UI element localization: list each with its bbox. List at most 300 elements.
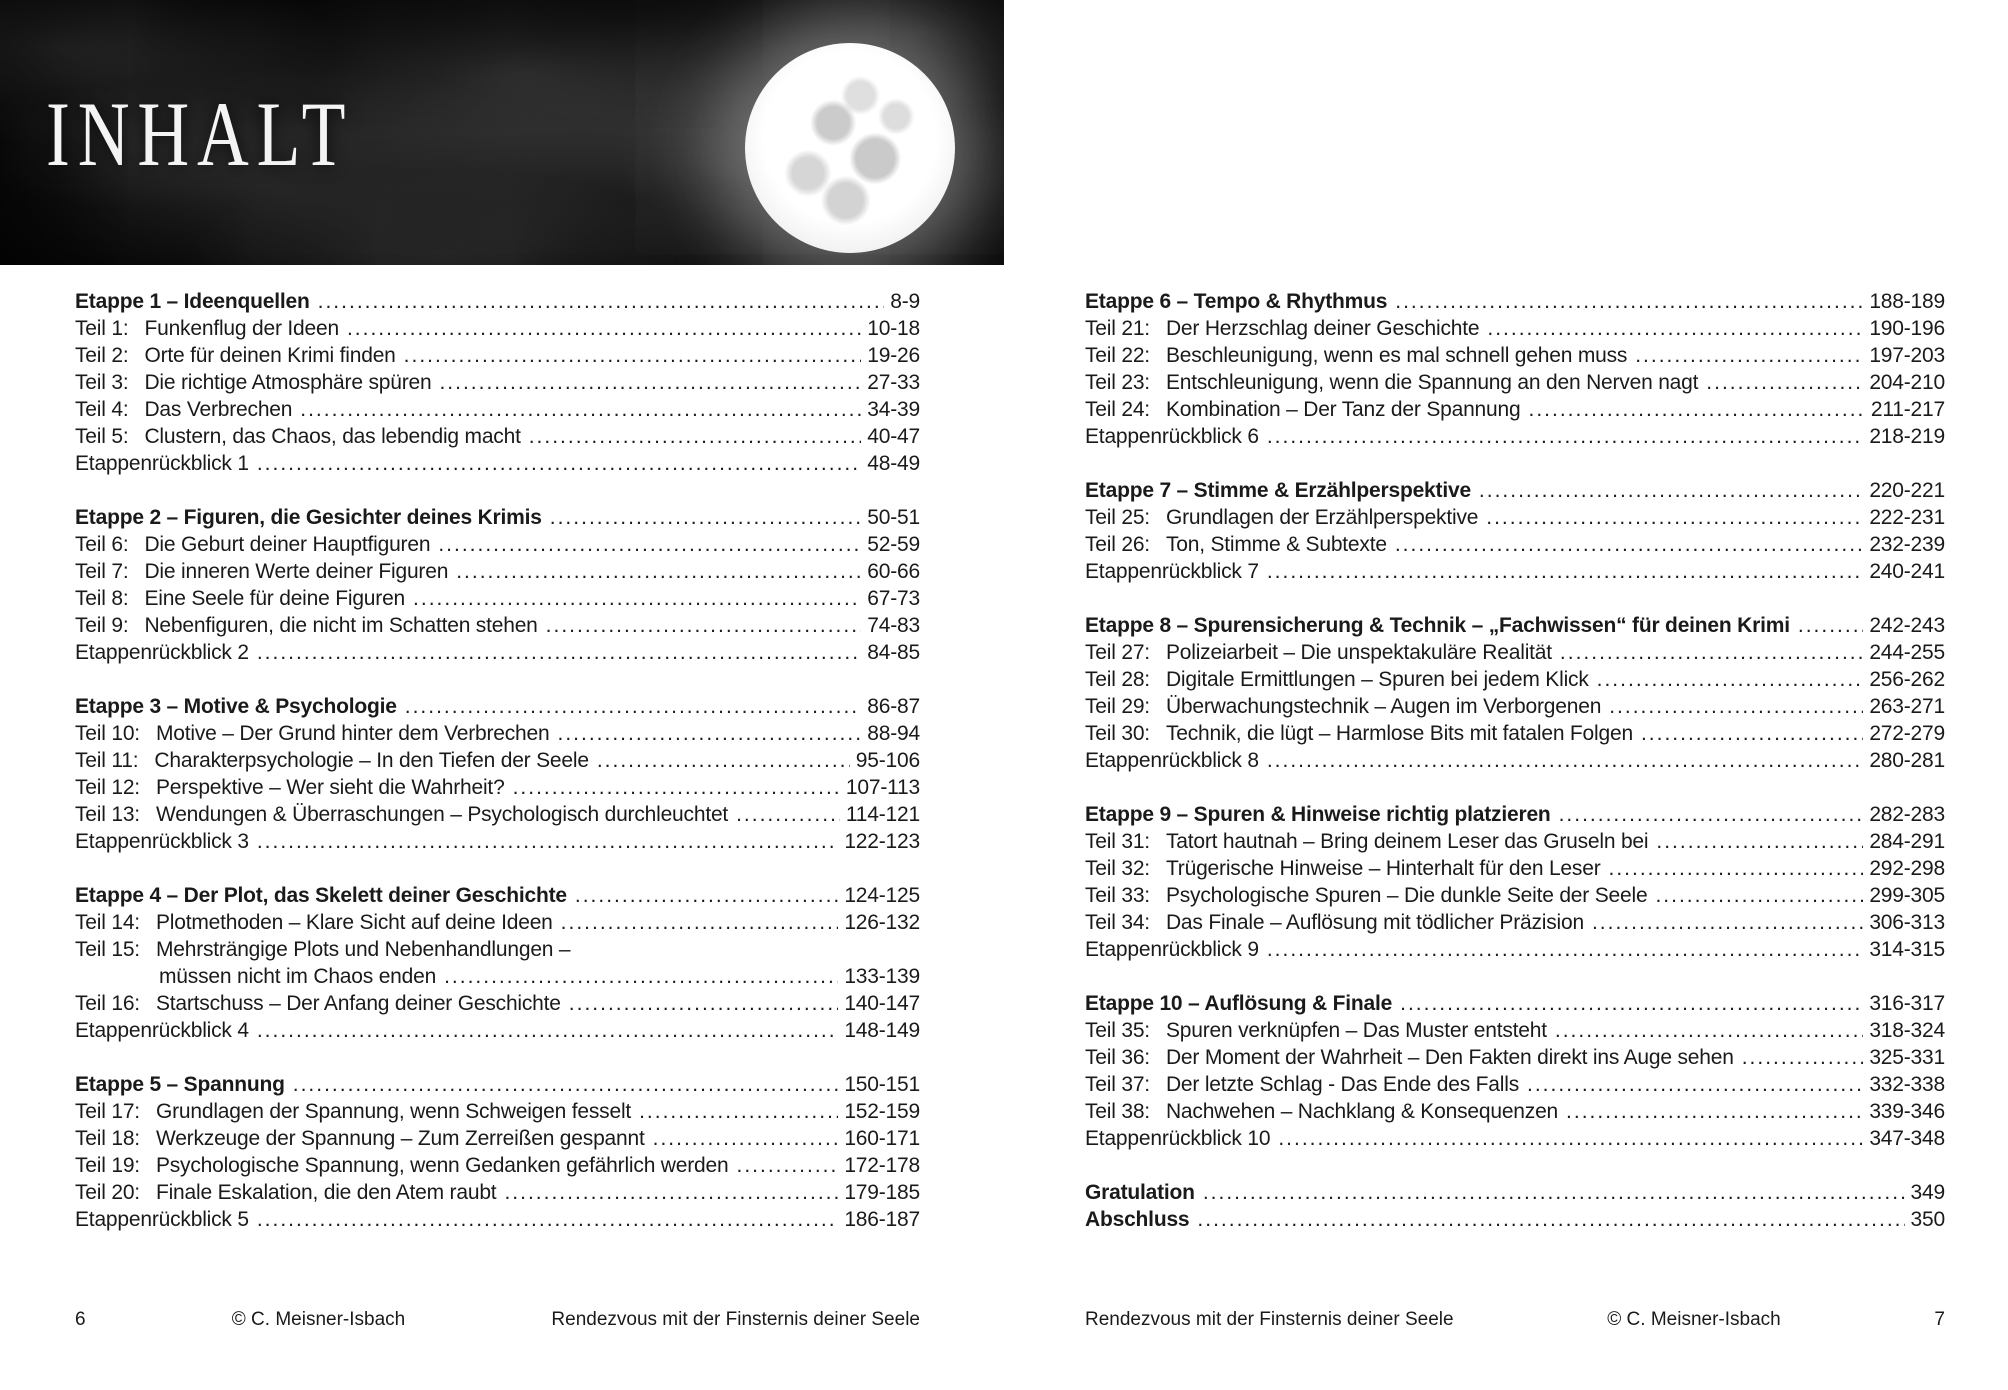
toc-leader-dots: [558, 720, 862, 747]
toc-entry: [1085, 639, 1945, 666]
toc-entry-pages: 152-159: [844, 1100, 920, 1123]
toc-entry: [1085, 747, 1945, 774]
toc-entry-pages: 222-231: [1869, 506, 1945, 529]
toc-entry: [75, 504, 920, 531]
toc-leader-dots: [1555, 1017, 1863, 1044]
toc-entry-pages: 240-241: [1869, 560, 1945, 583]
toc-entry-title: Charakterpsychologie – In den Tiefen der Seele: [154, 749, 589, 772]
toc-section: [1085, 990, 1945, 1152]
toc-entry: [75, 1017, 920, 1044]
toc-entry-label: Teil 23:: [1085, 371, 1150, 394]
toc-section: [75, 1071, 920, 1233]
toc-entry-label: Teil 8:: [75, 587, 129, 610]
toc-entry-title: Etappenrückblick 6: [1085, 425, 1259, 448]
toc-entry-pages: 318-324: [1869, 1019, 1945, 1042]
toc-entry-label: Teil 4:: [75, 398, 129, 421]
toc-entry-pages: 67-73: [867, 587, 920, 610]
toc-entry: [1085, 882, 1945, 909]
toc-entry: [1085, 1206, 1945, 1233]
toc-leader-dots: [1592, 909, 1863, 936]
toc-entry-title: Eine Seele für deine Figuren: [144, 587, 406, 610]
toc-entry-title: Nebenfiguren, die nicht im Schatten stehen: [144, 614, 538, 637]
toc-entry: [75, 315, 920, 342]
toc-entry: [75, 558, 920, 585]
toc-entry-pages: 48-49: [867, 452, 920, 475]
toc-entry-title-continued: müssen nicht im Chaos enden: [159, 965, 437, 988]
toc-leader-dots: [1609, 855, 1864, 882]
toc-entry-pages: 204-210: [1869, 371, 1945, 394]
toc-entry-pages: 107-113: [845, 776, 920, 799]
toc-entry: [1085, 558, 1945, 585]
toc-left-column: [75, 288, 920, 1260]
toc-entry-title: Etappe 7 – Stimme & Erzählperspektive: [1085, 479, 1471, 502]
toc-entry-title: Motive – Der Grund hinter dem Verbrechen: [155, 722, 550, 745]
toc-leader-dots: [1400, 990, 1863, 1017]
toc-section: [75, 288, 920, 477]
toc-leader-dots: [439, 369, 861, 396]
toc-entry-pages: 27-33: [867, 371, 920, 394]
toc-entry-pages: 74-83: [867, 614, 920, 637]
toc-entry: [75, 936, 920, 963]
toc-leader-dots: [513, 774, 840, 801]
toc-entry-pages: 10-18: [867, 317, 920, 340]
toc-leader-dots: [404, 342, 862, 369]
toc-section: [1085, 1179, 1945, 1233]
toc-entry: [75, 450, 920, 477]
toc-entry-title: Etappenrückblick 10: [1085, 1127, 1271, 1150]
toc-leader-dots: [1487, 315, 1863, 342]
toc-entry: [1085, 720, 1945, 747]
toc-entry-title: Der Moment der Wahrheit – Den Fakten direkt ins Auge sehen: [1165, 1046, 1734, 1069]
toc-entry-title: Funkenflug der Ideen: [144, 317, 339, 340]
toc-entry-title: Etappe 2 – Figuren, die Gesichter deines Krimis: [75, 506, 542, 529]
toc-entry-pages: 292-298: [1869, 857, 1945, 880]
toc-entry-pages: 306-313: [1869, 911, 1945, 934]
toc-entry-label: Teil 22:: [1085, 344, 1150, 367]
toc-entry-pages: 349: [1910, 1181, 1945, 1204]
toc-entry: [1085, 477, 1945, 504]
toc-entry: [1085, 504, 1945, 531]
toc-entry-title: Trügerische Hinweise – Hinterhalt für den Leser: [1165, 857, 1601, 880]
copyright-left: © C. Meisner-Isbach: [231, 1309, 406, 1330]
toc-leader-dots: [1267, 558, 1863, 585]
toc-entry-label: Teil 35:: [1085, 1019, 1150, 1042]
toc-entry-pages: 150-151: [844, 1073, 920, 1096]
toc-leader-dots: [1742, 1044, 1864, 1071]
toc-entry-title: Wendungen & Überraschungen – Psychologisch durchleuchtet: [155, 803, 729, 826]
toc-entry-pages: 114-121: [845, 803, 920, 826]
toc-entry-title: Digitale Ermittlungen – Spuren bei jedem Klick: [1165, 668, 1589, 691]
toc-leader-dots: [653, 1125, 839, 1152]
toc-entry-title: Mehrsträngige Plots und Nebenhandlungen –: [155, 938, 571, 961]
toc-entry: [75, 720, 920, 747]
toc-entry: [75, 693, 920, 720]
toc-entry-label: Teil 33:: [1085, 884, 1150, 907]
toc-entry-label: Teil 10:: [75, 722, 140, 745]
toc-leader-dots: [438, 531, 861, 558]
toc-leader-dots: [1597, 666, 1864, 693]
toc-entry: [1085, 1125, 1945, 1152]
toc-entry: [1085, 1017, 1945, 1044]
toc-entry-title: Perspektive – Wer sieht die Wahrheit?: [155, 776, 505, 799]
toc-leader-dots: [1267, 423, 1863, 450]
toc-entry: [1085, 936, 1945, 963]
toc-entry-pages: 218-219: [1869, 425, 1945, 448]
toc-entry: [75, 747, 920, 774]
toc-entry-title: Kombination – Der Tanz der Spannung: [1165, 398, 1521, 421]
toc-leader-dots: [1278, 1125, 1863, 1152]
footer-right: [1085, 1308, 1945, 1332]
toc-entry: [75, 909, 920, 936]
toc-entry-pages: 232-239: [1869, 533, 1945, 556]
toc-leader-dots: [1559, 801, 1864, 828]
toc-entry-title: Clustern, das Chaos, das lebendig macht: [144, 425, 521, 448]
toc-leader-dots: [1267, 747, 1863, 774]
toc-entry-title: Etappenrückblick 8: [1085, 749, 1259, 772]
toc-leader-dots: [736, 1152, 838, 1179]
toc-leader-dots: [318, 288, 885, 315]
toc-leader-dots: [597, 747, 850, 774]
toc-leader-dots: [1197, 1206, 1904, 1233]
toc-entry-pages: 19-26: [867, 344, 920, 367]
toc-entry-label: Teil 26:: [1085, 533, 1150, 556]
toc-entry-title: Ton, Stimme & Subtexte: [1165, 533, 1387, 556]
toc-entry-title: Gratulation: [1085, 1181, 1195, 1204]
toc-entry-title: Etappe 4 – Der Plot, das Skelett deiner Geschichte: [75, 884, 567, 907]
page-number-right: 7: [1934, 1309, 1945, 1330]
toc-entry-pages: 244-255: [1869, 641, 1945, 664]
toc-leader-dots: [529, 423, 862, 450]
toc-entry-pages: 148-149: [844, 1019, 920, 1042]
toc-entry-pages: 272-279: [1869, 722, 1945, 745]
toc-entry-pages: 88-94: [867, 722, 920, 745]
toc-entry: [75, 342, 920, 369]
toc-entry-pages: 220-221: [1869, 479, 1945, 502]
toc-entry-pages: 325-331: [1869, 1046, 1945, 1069]
toc-entry-title: Technik, die lügt – Harmlose Bits mit fatalen Folgen: [1165, 722, 1633, 745]
toc-leader-dots: [1528, 396, 1864, 423]
toc-leader-dots: [1641, 720, 1863, 747]
toc-entry: [1085, 1179, 1945, 1206]
toc-entry-pages: 172-178: [844, 1154, 920, 1177]
toc-entry-label: Teil 1:: [75, 317, 129, 340]
toc-leader-dots: [257, 450, 861, 477]
toc-entry: [75, 612, 920, 639]
toc-entry-title: Tatort hautnah – Bring deinem Leser das Gruseln bei: [1165, 830, 1649, 853]
toc-leader-dots: [1706, 369, 1863, 396]
toc-entry-pages: 190-196: [1869, 317, 1945, 340]
toc-leader-dots: [575, 882, 838, 909]
toc-entry: [75, 990, 920, 1017]
toc-leader-dots: [1395, 288, 1863, 315]
toc-entry-label: Teil 31:: [1085, 830, 1150, 853]
toc-entry-pages: 347-348: [1869, 1127, 1945, 1150]
toc-entry-pages: 316-317: [1869, 992, 1945, 1015]
toc-entry: [1085, 531, 1945, 558]
toc-entry-label: Teil 29:: [1085, 695, 1150, 718]
toc-entry-title: Der letzte Schlag - Das Ende des Falls: [1165, 1073, 1520, 1096]
toc-entry-label: Teil 5:: [75, 425, 129, 448]
toc-entry: [1085, 1071, 1945, 1098]
header-image: [0, 0, 1004, 265]
toc-entry-label: Teil 15:: [75, 938, 140, 961]
toc-entry-title: Etappenrückblick 3: [75, 830, 249, 853]
toc-leader-dots: [1203, 1179, 1905, 1206]
toc-section: [75, 882, 920, 1044]
toc-entry-title: Etappenrückblick 1: [75, 452, 249, 475]
toc-entry-pages: 40-47: [867, 425, 920, 448]
toc-entry-pages: 122-123: [844, 830, 920, 853]
toc-leader-dots: [1486, 504, 1863, 531]
toc-entry: [75, 1179, 920, 1206]
toc-entry: [75, 801, 920, 828]
toc-entry: [1085, 342, 1945, 369]
toc-entry: [1085, 369, 1945, 396]
toc-leader-dots: [1527, 1071, 1863, 1098]
toc-leader-dots: [456, 558, 861, 585]
toc-entry-pages: 256-262: [1869, 668, 1945, 691]
toc-entry-label: Teil 25:: [1085, 506, 1150, 529]
toc-entry: [1085, 828, 1945, 855]
toc-section: [1085, 288, 1945, 450]
toc-section: [75, 693, 920, 855]
toc-entry-title: Orte für deinen Krimi finden: [144, 344, 396, 367]
toc-entry-label: Teil 30:: [1085, 722, 1150, 745]
toc-entry-label: Teil 12:: [75, 776, 140, 799]
toc-leader-dots: [1655, 882, 1863, 909]
toc-entry-title: Werkzeuge der Spannung – Zum Zerreißen gespannt: [155, 1127, 645, 1150]
toc-entry: [75, 531, 920, 558]
toc-entry-title: Finale Eskalation, die den Atem raubt: [155, 1181, 497, 1204]
toc-entry-label: Teil 32:: [1085, 857, 1150, 880]
toc-entry-pages: 84-85: [867, 641, 920, 664]
toc-entry-label: Teil 17:: [75, 1100, 140, 1123]
toc-entry: [1085, 909, 1945, 936]
toc-leader-dots: [444, 963, 838, 990]
toc-entry: [1085, 423, 1945, 450]
toc-entry-title: Etappenrückblick 2: [75, 641, 249, 664]
toc-entry-pages: 282-283: [1869, 803, 1945, 826]
toc-entry-label: Teil 14:: [75, 911, 140, 934]
toc-entry-pages: 284-291: [1869, 830, 1945, 853]
toc-entry-label: Teil 28:: [1085, 668, 1150, 691]
toc-leader-dots: [1635, 342, 1863, 369]
toc-leader-dots: [405, 693, 862, 720]
toc-leader-dots: [1566, 1098, 1863, 1125]
toc-entry-title: Etappenrückblick 7: [1085, 560, 1259, 583]
toc-entry: [75, 396, 920, 423]
toc-leader-dots: [1395, 531, 1864, 558]
toc-leader-dots: [293, 1071, 839, 1098]
toc-entry: [1085, 315, 1945, 342]
toc-leader-dots: [550, 504, 862, 531]
toc-entry-pages: 211-217: [1870, 398, 1945, 421]
toc-entry-label: Teil 20:: [75, 1181, 140, 1204]
toc-entry-label: Teil 13:: [75, 803, 140, 826]
toc-leader-dots: [736, 801, 840, 828]
toc-entry-title: Startschuss – Der Anfang deiner Geschichte: [155, 992, 561, 1015]
toc-entry: [75, 1152, 920, 1179]
toc-entry-title: Spuren verknüpfen – Das Muster entsteht: [1165, 1019, 1547, 1042]
toc-entry-title: Die richtige Atmosphäre spüren: [144, 371, 432, 394]
toc-entry-label: Teil 2:: [75, 344, 129, 367]
toc-leader-dots: [347, 315, 861, 342]
toc-entry: [75, 828, 920, 855]
toc-entry-label: Teil 36:: [1085, 1046, 1150, 1069]
toc-entry-pages: 8-9: [890, 290, 920, 313]
toc-entry-pages: 160-171: [844, 1127, 920, 1150]
toc-entry-pages: 188-189: [1869, 290, 1945, 313]
toc-entry: [75, 369, 920, 396]
toc-entry-pages: 60-66: [867, 560, 920, 583]
toc-leader-dots: [1798, 612, 1863, 639]
page-title: INHALT: [46, 83, 354, 185]
toc-leader-dots: [257, 639, 861, 666]
toc-section: [1085, 612, 1945, 774]
toc-entry: [1085, 855, 1945, 882]
toc-entry-pages: 242-243: [1869, 614, 1945, 637]
toc-entry: [1085, 612, 1945, 639]
toc-entry-pages: 299-305: [1869, 884, 1945, 907]
page-number-left: 6: [75, 1309, 86, 1330]
toc-entry: [75, 423, 920, 450]
toc-entry-title: Entschleunigung, wenn die Spannung an den Nerven nagt: [1165, 371, 1699, 394]
toc-entry-pages: 95-106: [855, 749, 920, 772]
toc-entry-label: Teil 37:: [1085, 1073, 1150, 1096]
toc-entry-title: Etappe 1 – Ideenquellen: [75, 290, 310, 313]
toc-entry-title: Etappenrückblick 5: [75, 1208, 249, 1231]
toc-entry-title: Etappenrückblick 4: [75, 1019, 249, 1042]
toc-entry-pages: 332-338: [1869, 1073, 1945, 1096]
toc-entry-title: Polizeiarbeit – Die unspektakuläre Realität: [1165, 641, 1552, 664]
toc-entry-label: Teil 24:: [1085, 398, 1150, 421]
toc-entry-pages: 350: [1910, 1208, 1945, 1231]
toc-entry-pages: 314-315: [1869, 938, 1945, 961]
toc-leader-dots: [1267, 936, 1863, 963]
toc-leader-dots: [257, 1017, 838, 1044]
toc-entry: [1085, 1044, 1945, 1071]
toc-entry-title: Etappe 9 – Spuren & Hinweise richtig platzieren: [1085, 803, 1551, 826]
toc-leader-dots: [257, 1206, 838, 1233]
toc-entry-title: Etappe 10 – Auflösung & Finale: [1085, 992, 1393, 1015]
toc-entry: [75, 774, 920, 801]
toc-entry: [1085, 801, 1945, 828]
toc-entry: [75, 639, 920, 666]
toc-leader-dots: [300, 396, 861, 423]
toc-entry-pages: 52-59: [867, 533, 920, 556]
toc-entry-label: Teil 19:: [75, 1154, 140, 1177]
toc-entry-label: Teil 3:: [75, 371, 129, 394]
toc-entry-pages: 263-271: [1869, 695, 1945, 718]
toc-entry-pages: 34-39: [867, 398, 920, 421]
footer-left: [75, 1308, 920, 1332]
toc-leader-dots: [639, 1098, 838, 1125]
toc-entry: [1085, 396, 1945, 423]
toc-entry-title: Etappe 5 – Spannung: [75, 1073, 285, 1096]
toc-entry-title: Die inneren Werte deiner Figuren: [144, 560, 449, 583]
toc-entry-pages: 124-125: [844, 884, 920, 907]
toc-entry: [75, 1206, 920, 1233]
toc-entry: [1085, 666, 1945, 693]
toc-entry-pages: 86-87: [867, 695, 920, 718]
toc-leader-dots: [561, 909, 839, 936]
toc-entry: [1085, 288, 1945, 315]
toc-entry: [75, 1071, 920, 1098]
toc-entry-pages: 186-187: [844, 1208, 920, 1231]
toc-entry-title: Etappe 8 – Spurensicherung & Technik – „Fachwissen“ für deinen Krimi: [1085, 614, 1790, 637]
toc-entry-title: Plotmethoden – Klare Sicht auf deine Ideen: [155, 911, 553, 934]
toc-leader-dots: [546, 612, 862, 639]
toc-entry-label: Teil 38:: [1085, 1100, 1150, 1123]
toc-entry-label: Teil 27:: [1085, 641, 1150, 664]
toc-section: [1085, 801, 1945, 963]
book-title-left: Rendezvous mit der Finsternis deiner Seele: [551, 1309, 920, 1330]
toc-entry: [75, 288, 920, 315]
toc-entry: [75, 882, 920, 909]
toc-entry-title: Der Herzschlag deiner Geschichte: [1165, 317, 1480, 340]
toc-leader-dots: [257, 828, 838, 855]
toc-entry-title: Überwachungstechnik – Augen im Verborgenen: [1165, 695, 1602, 718]
toc-entry: [1085, 990, 1945, 1017]
toc-leader-dots: [569, 990, 839, 1017]
toc-right-column: [1085, 288, 1945, 1260]
toc-entry-title: Etappe 6 – Tempo & Rhythmus: [1085, 290, 1388, 313]
toc-entry-label: Teil 9:: [75, 614, 129, 637]
toc-section: [1085, 477, 1945, 585]
toc-entry: [1085, 693, 1945, 720]
toc-entry-label: Teil 21:: [1085, 317, 1150, 340]
copyright-right: © C. Meisner-Isbach: [1607, 1309, 1781, 1330]
toc-entry-pages: 50-51: [867, 506, 920, 529]
toc-entry: [75, 963, 920, 990]
toc-entry-pages: 339-346: [1869, 1100, 1945, 1123]
toc-section: [75, 504, 920, 666]
toc-leader-dots: [413, 585, 861, 612]
toc-entry-title: Nachwehen – Nachklang & Konsequenzen: [1165, 1100, 1559, 1123]
toc-leader-dots: [1656, 828, 1863, 855]
toc-entry-title: Psychologische Spuren – Die dunkle Seite der Seele: [1165, 884, 1648, 907]
toc-entry-pages: 133-139: [844, 965, 920, 988]
toc-entry: [75, 1125, 920, 1152]
toc-entry-title: Beschleunigung, wenn es mal schnell gehen muss: [1165, 344, 1628, 367]
toc-entry-pages: 126-132: [844, 911, 920, 934]
toc-entry-title: Grundlagen der Erzählperspektive: [1165, 506, 1479, 529]
toc-entry-label: Teil 18:: [75, 1127, 140, 1150]
toc-entry-title: Das Verbrechen: [144, 398, 293, 421]
toc-leader-dots: [504, 1179, 838, 1206]
toc-entry-title: Etappe 3 – Motive & Psychologie: [75, 695, 397, 718]
toc-entry-pages: 140-147: [844, 992, 920, 1015]
toc-leader-dots: [1609, 693, 1863, 720]
toc-entry: [75, 585, 920, 612]
toc-entry-title: Grundlagen der Spannung, wenn Schweigen fesselt: [155, 1100, 632, 1123]
toc-entry: [75, 1098, 920, 1125]
toc-entry-label: Teil 16:: [75, 992, 140, 1015]
toc-leader-dots: [1479, 477, 1863, 504]
toc-entry-title: Psychologische Spannung, wenn Gedanken gefährlich werden: [155, 1154, 729, 1177]
toc-entry-title: Das Finale – Auflösung mit tödlicher Präzision: [1165, 911, 1584, 934]
toc-entry-label: Teil 6:: [75, 533, 129, 556]
toc-entry-pages: 280-281: [1869, 749, 1945, 772]
toc-entry-label: Teil 11:: [75, 749, 139, 772]
toc-entry-label: Teil 34:: [1085, 911, 1150, 934]
toc-entry-pages: 197-203: [1869, 344, 1945, 367]
moon-image: [745, 43, 955, 253]
toc-entry-label: Teil 7:: [75, 560, 129, 583]
toc-entry-title: Abschluss: [1085, 1208, 1190, 1231]
toc-entry-pages: 179-185: [844, 1181, 920, 1204]
toc-leader-dots: [1560, 639, 1863, 666]
